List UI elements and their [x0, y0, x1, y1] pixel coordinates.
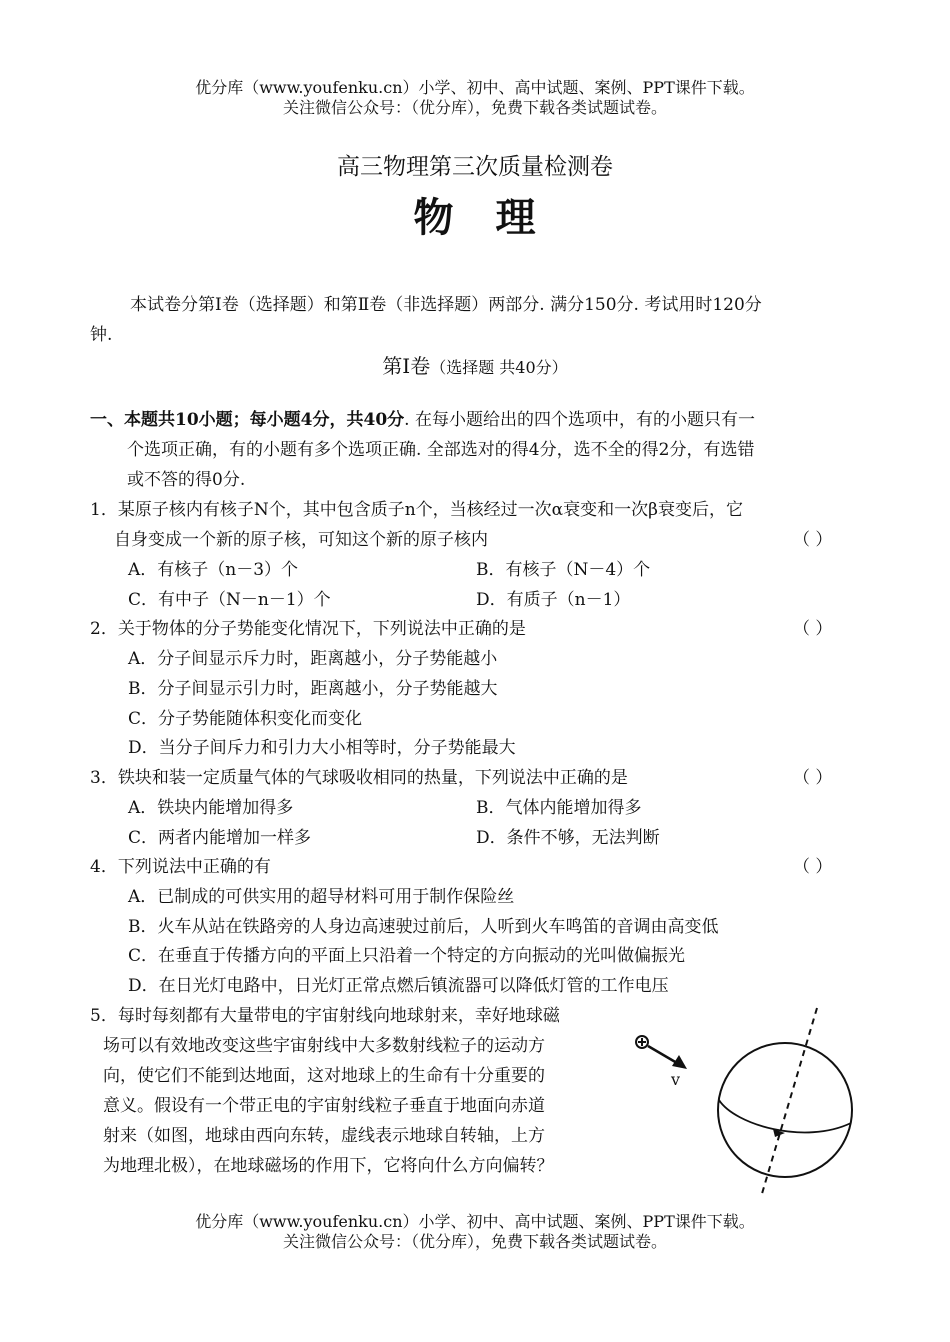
q2-stem: 2．关于物体的分子势能变化情况下，下列说法中正确的是 — [90, 619, 526, 639]
q5-stem-line-4: 意义。假设有一个带正电的宇宙射线粒子垂直于地面向赤道 — [103, 1096, 545, 1116]
positive-particle-icon — [636, 1036, 648, 1048]
section-subtitle: （选择题 共40分） — [430, 358, 568, 377]
q4-option-a: A．已制成的可供实用的超导材料可用于制作保险丝 — [128, 887, 515, 907]
q3-answer-paren: （ ） — [793, 768, 833, 788]
q3-option-a: A．铁块内能增加得多 — [128, 798, 294, 818]
intro-line-2: 钟. — [90, 325, 113, 345]
intro-line-1: 本试卷分第Ⅰ卷（选择题）和第Ⅱ卷（非选择题）两部分. 满分150分. 考试用时120分 — [130, 295, 762, 315]
q5-stem-line-5: 射来（如图，地球由西向东转，虚线表示地球自转轴，上方 — [103, 1126, 545, 1146]
velocity-label: v — [671, 1070, 681, 1089]
q4-option-d: D．在日光灯电路中，日光灯正常点燃后镇流器可以降低灯管的工作电压 — [128, 976, 669, 996]
part1-line-3: 或不答的得0分. — [127, 470, 246, 490]
q5-stem-line-2: 场可以有效地改变这些宇宙射线中大多数射线粒子的运动方 — [103, 1036, 545, 1056]
q4-answer-paren: （ ） — [793, 857, 833, 877]
q3-option-d: D．条件不够，无法判断 — [476, 828, 660, 848]
q1-stem-line-1: 1．某原子核内有核子N个，其中包含质子n个，当核经过一次α衰变和一次β衰变后，它 — [90, 500, 743, 520]
q2-answer-paren: （ ） — [793, 619, 833, 639]
q1-option-c: C．有中子（N－n－1）个 — [128, 590, 331, 610]
q1-option-b: B．有核子（N－4）个 — [476, 560, 651, 580]
q2-option-c: C．分子势能随体积变化而变化 — [128, 709, 363, 729]
section-heading — [0, 350, 950, 379]
exam-title: 高三物理第三次质量检测卷 — [337, 154, 613, 180]
q2-option-d: D．当分子间斥力和引力大小相等时，分子势能最大 — [128, 738, 516, 758]
rotation-axis — [761, 1008, 817, 1197]
section-title: 第Ⅰ卷 — [382, 354, 431, 378]
footer-line-1: 优分库（www.youfenku.cn）小学、初中、高中试题、案例、PPT课件下载。 — [195, 1212, 755, 1231]
subject-title: 物 理 — [413, 195, 537, 241]
part1-heading-rest: . 在每小题给出的四个选项中，有的小题只有一 — [404, 410, 755, 430]
q5-stem-line-6: 为地理北极），在地球磁场的作用下，它将向什么方向偏转？ — [103, 1156, 554, 1176]
q3-option-b: B．气体内能增加得多 — [476, 798, 642, 818]
q4-option-b: B．火车从站在铁路旁的人身边高速驶过前后，人听到火车鸣笛的音调由高变低 — [128, 917, 719, 937]
q3-stem: 3．铁块和装一定质量气体的气球吸收相同的热量，下列说法中正确的是 — [90, 768, 628, 788]
q5-stem-line-1: 5．每时每刻都有大量带电的宇宙射线向地球射来，幸好地球磁 — [90, 1006, 560, 1026]
earth-globe — [718, 1043, 852, 1177]
q4-stem: 4．下列说法中正确的有 — [90, 857, 271, 877]
q2-option-b: B．分子间显示引力时，距离越小，分子势能越大 — [128, 679, 498, 699]
q1-stem-line-2: 自身变成一个新的原子核，可知这个新的原子核内 — [114, 530, 488, 550]
header-line-2: 关注微信公众号：（优分库），免费下载各类试题试卷。 — [282, 98, 667, 117]
q1-option-d: D．有质子（n－1） — [476, 590, 631, 610]
part1-line-2: 个选项正确，有的小题有多个选项正确. 全部选对的得4分，选不全的得2分，有选错 — [127, 440, 755, 460]
part1-heading — [90, 405, 755, 435]
q3-option-c: C．两者内能增加一样多 — [128, 828, 312, 848]
q5-stem-line-3: 向，使它们不能到达地面，这对地球上的生命有十分重要的 — [103, 1066, 545, 1086]
q4-option-c: C．在垂直于传播方向的平面上只沿着一个特定的方向振动的光叫做偏振光 — [128, 946, 686, 966]
footer-line-2: 关注微信公众号：（优分库），免费下载各类试题试卷。 — [282, 1232, 667, 1251]
q1-option-a: A．有核子（n－3）个 — [128, 560, 299, 580]
velocity-arrow-icon — [648, 1046, 687, 1069]
header-line-1: 优分库（www.youfenku.cn）小学、初中、高中试题、案例、PPT课件下载。 — [195, 78, 755, 97]
earth-magnetic-field-figure — [625, 1005, 870, 1200]
q1-answer-paren: （ ） — [793, 530, 833, 550]
q2-option-a: A．分子间显示斥力时，距离越小，分子势能越小 — [128, 649, 498, 669]
part1-heading-bold: 一、本题共10小题；每小题4分，共40分 — [90, 410, 405, 430]
